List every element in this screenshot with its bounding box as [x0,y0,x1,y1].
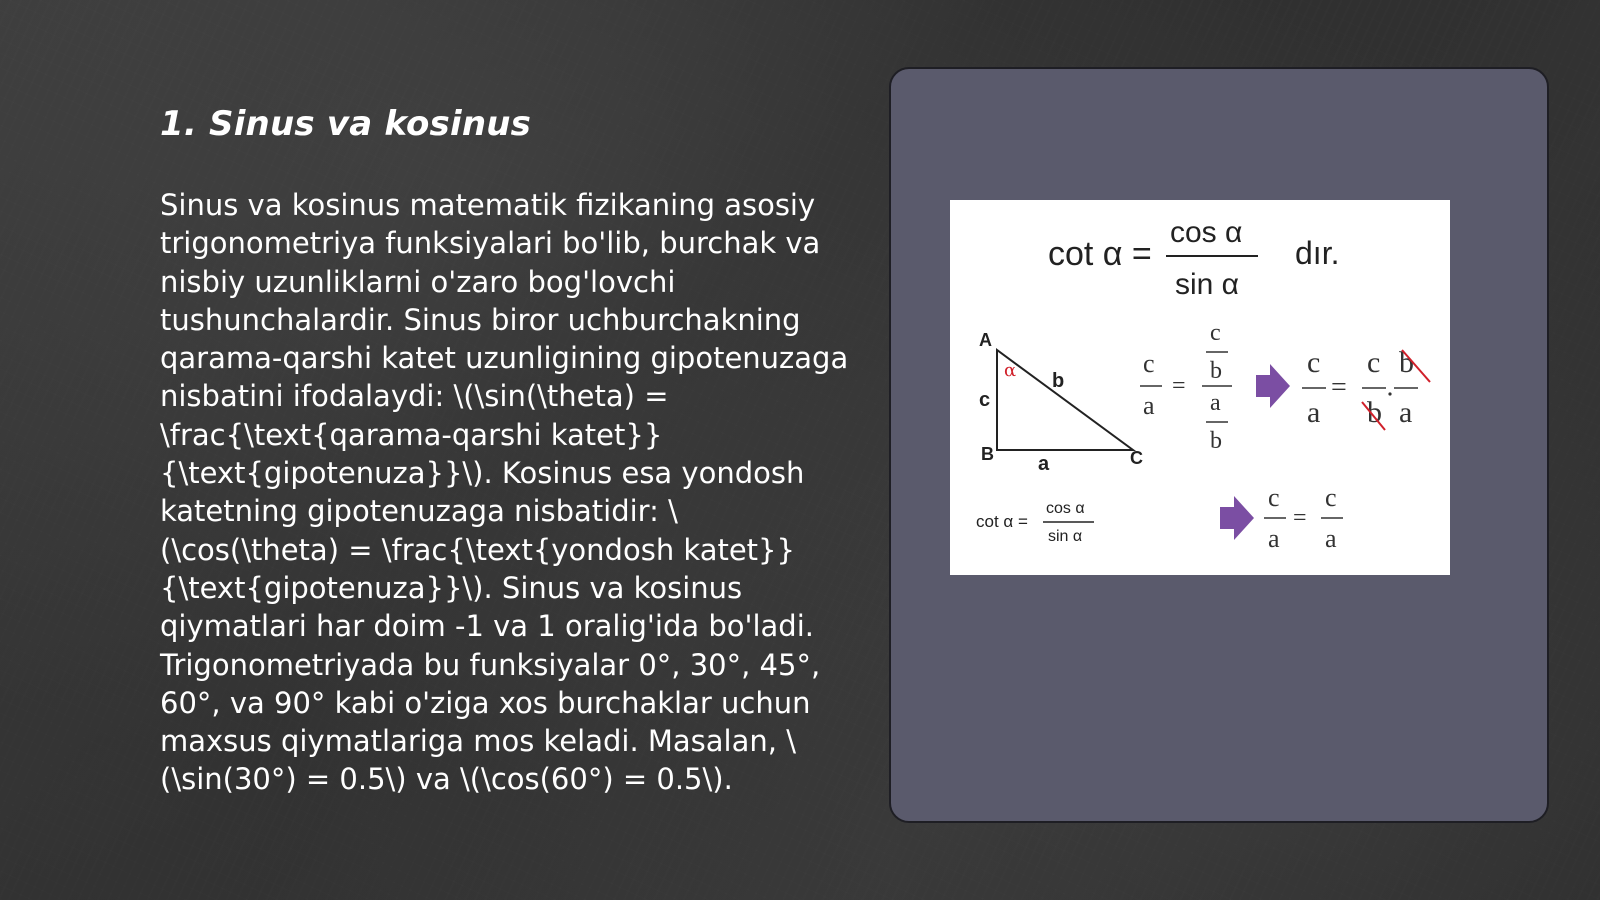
equals-sign-2: = [1331,372,1347,403]
vertex-label-a: A [979,330,992,350]
fraction-a-2: a [1210,390,1221,416]
fraction-b-2b: b [1210,428,1222,454]
fraction-a-5: a [1399,396,1413,429]
top-formula-lhs: cot α = [1048,235,1152,273]
equals-sign-1: = [1172,373,1186,399]
slide-title: 1. Sinus va kosinus [160,104,532,144]
fraction-c-6: c [1268,483,1280,512]
right-triangle [997,350,1133,450]
arrow-icon-2 [1220,496,1254,540]
fraction-c-1: c [1143,349,1155,378]
fraction-a-7: a [1325,524,1337,553]
fraction-a-3: a [1307,396,1321,429]
side-label-c: c [979,389,991,411]
fraction-a-6: a [1268,524,1280,553]
fraction-c-7: c [1325,483,1337,512]
top-formula-numerator: cos α [1170,216,1243,249]
dot-multiply [1388,392,1391,395]
fraction-b-5: b [1399,346,1414,379]
slide-body-text: Sinus va kosinus matematik fizikaning asosiy trigonometriya funksiyalari bo'lib, burchak va nisbiy uzunliklarni o'zaro bog'lovchi tushunchalardir. Sinus biror uchburchakning qarama-qarshi katet uzunligining gipotenuzaga nisbatini ifodalaydi: \(\sin(\theta) = \frac{\text{qarama-qarshi katet}}{\text{gipotenuza}}\). Kosinus esa yondosh katetning gipotenuzaga nisbatidir: \(\cos(\theta) = \frac{\text{yondosh katet}}{\text{gipotenuza}}\). Sinus va kosinus qiymatlari har doim -1 va 1 oralig'ida bo'ladi. Trigonometriyada bu funksiyalar 0°, 30°, 45°, 60°, va 90° kabi o'ziga xos burchaklar uchun maxsus qiymatlariga mos keladi. Masalan, \(\sin(30°) = 0.5\) va \(\cos(60°) = 0.5\). [160,188,849,797]
top-formula-suffix: dır. [1295,235,1340,271]
fraction-b-4: b [1367,396,1382,429]
bottom-formula-lhs: cot α = [976,512,1028,531]
arrow-icon [1256,364,1290,408]
vertex-label-b: B [981,444,994,464]
fraction-c-3: c [1307,346,1321,379]
fraction-a-1: a [1143,391,1155,420]
side-label-a: a [1038,453,1050,475]
fraction-c-2: c [1210,320,1221,346]
top-formula-denominator: sin α [1175,268,1240,301]
fraction-b-2a: b [1210,358,1222,384]
cotangent-figure [950,200,1450,575]
equals-sign-3: = [1293,505,1307,531]
vertex-label-c: C [1130,448,1143,468]
bottom-formula-denominator: sin α [1048,528,1083,545]
angle-alpha-label: α [1004,360,1017,381]
fraction-c-4: c [1367,346,1381,379]
side-label-b: b [1052,370,1065,392]
bottom-formula-numerator: cos α [1046,500,1085,517]
